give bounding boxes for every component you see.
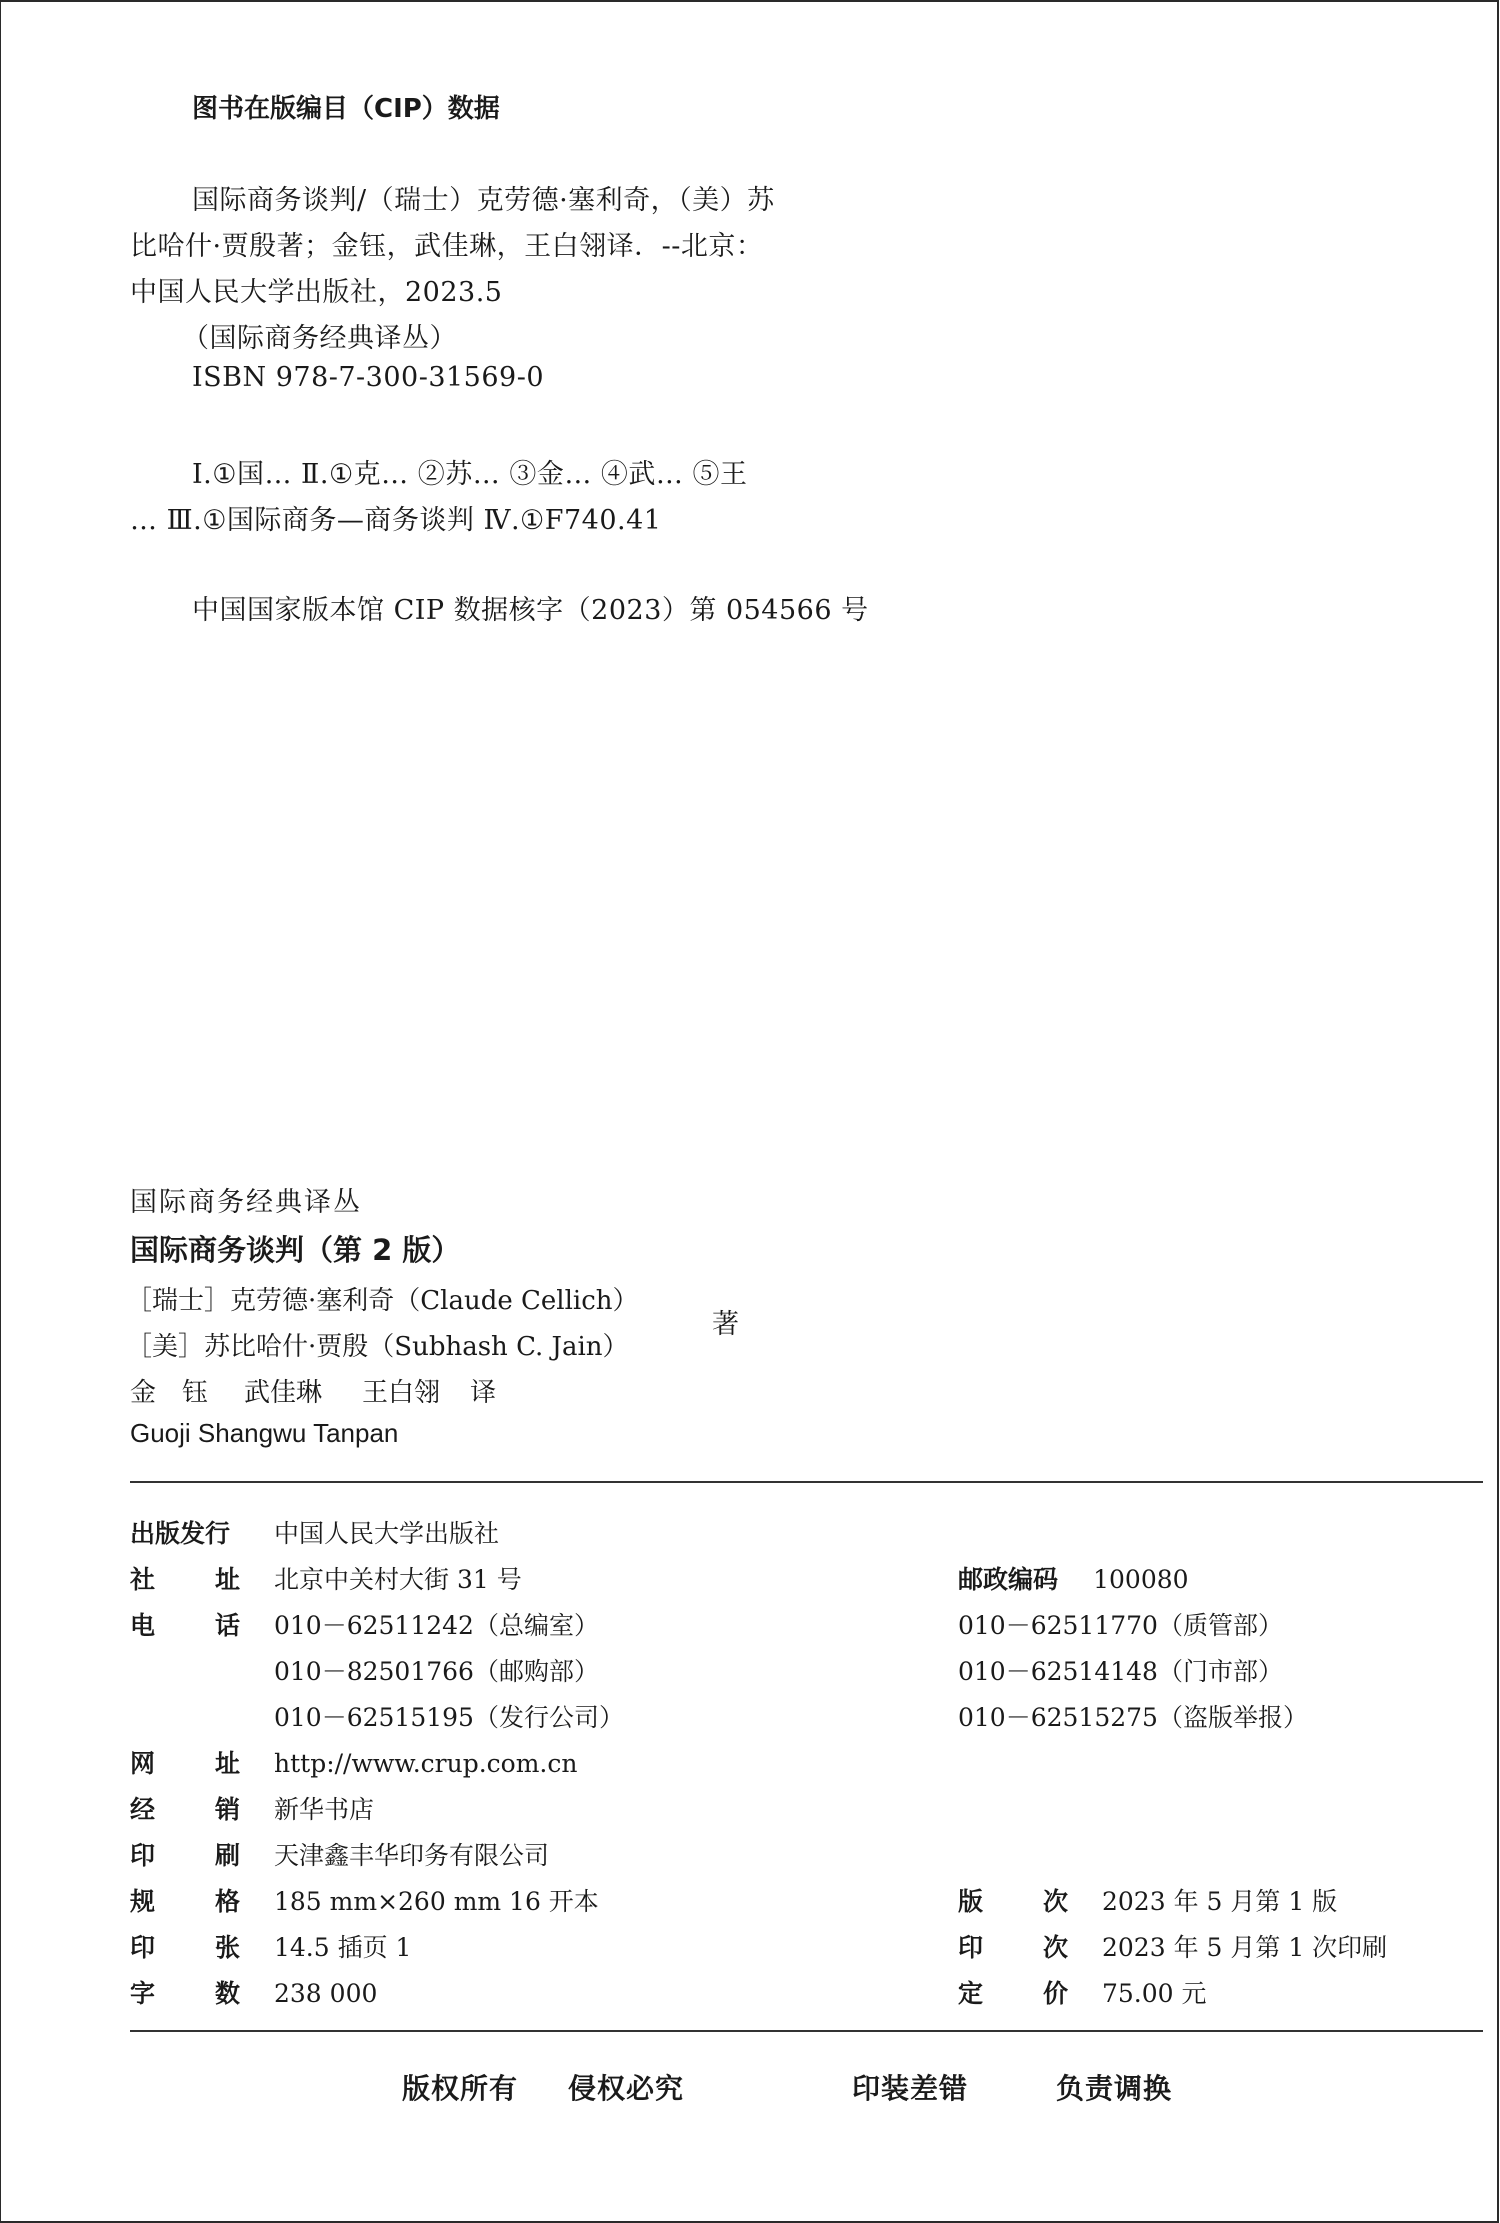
postal-code-row	[958, 1560, 1189, 1596]
publication-row	[130, 1928, 411, 1964]
label-char: 价	[1042, 1979, 1068, 2008]
cip-classification: Ⅰ.①国… Ⅱ.①克… ②苏… ③金… ④武… ⑤王	[192, 459, 748, 490]
slogan: 侵权必究	[568, 2072, 685, 2105]
translator-name: 王白翎	[362, 1378, 441, 1408]
series-name: 国际商务经典译丛	[130, 1187, 362, 1218]
translator-name: 金	[130, 1378, 157, 1408]
publication-label	[958, 1928, 1068, 1964]
publication-row	[130, 1652, 599, 1688]
publication-label	[958, 1882, 1068, 1918]
label-char: 次	[1042, 1887, 1068, 1916]
cip-heading: 图书在版编目（CIP）数据	[192, 94, 500, 124]
author-line: ［美］苏比哈什·贾殷（Subhash C. Jain）	[126, 1332, 629, 1362]
publication-row	[958, 1928, 1387, 1964]
phone-line: 010－62514148（门市部）	[958, 1657, 1283, 1686]
publication-row	[130, 1882, 599, 1918]
cip-line: 中国人民大学出版社，2023.5	[130, 277, 503, 308]
divider-top	[130, 1481, 1483, 1483]
publication-row	[958, 1882, 1337, 1918]
label-char: 电	[130, 1611, 156, 1640]
publication-value: 2023 年 5 月第 1 版	[1102, 1887, 1338, 1916]
label-char: 规	[130, 1887, 156, 1916]
label-char: 出版发行	[130, 1519, 231, 1548]
postal-code-label: 邮政编码	[958, 1565, 1059, 1594]
translator-role: 译	[470, 1378, 497, 1408]
pinyin-title: Guoji Shangwu Tanpan	[130, 1418, 399, 1448]
publication-label	[130, 1882, 240, 1918]
label-char: 定	[958, 1979, 984, 2008]
publication-label	[130, 1744, 240, 1780]
publication-label	[130, 1790, 240, 1826]
label-char: 网	[130, 1749, 156, 1778]
publication-value: 185 mm×260 mm 16 开本	[274, 1887, 599, 1916]
slogan: 印装差错	[852, 2072, 969, 2105]
publication-value: 010－62511242（总编室）	[274, 1611, 599, 1640]
label-char: 次	[1042, 1933, 1068, 1962]
label-char: 版	[958, 1887, 984, 1916]
postal-code-value: 100080	[1093, 1565, 1189, 1594]
translator-name: 武佳琳	[244, 1378, 323, 1408]
translators	[130, 1372, 522, 1409]
label-char: 社	[130, 1565, 156, 1594]
publication-label	[130, 1560, 240, 1596]
publication-value: 010－82501766（邮购部）	[274, 1657, 599, 1686]
publication-row	[130, 1606, 599, 1642]
publication-label	[130, 1606, 240, 1642]
translator-name: 钰	[182, 1378, 209, 1408]
publication-label	[130, 1836, 240, 1872]
publication-value: 北京中关村大街 31 号	[274, 1565, 522, 1594]
slogan: 版权所有	[402, 2072, 519, 2105]
publication-value: 010－62515195（发行公司）	[274, 1703, 624, 1732]
publication-label	[130, 1974, 240, 2010]
publication-value: 天津鑫丰华印务有限公司	[274, 1841, 550, 1870]
publication-row	[130, 1974, 377, 2010]
publication-label	[130, 1928, 240, 1964]
publication-row	[130, 1698, 624, 1734]
divider-bottom	[130, 2030, 1483, 2032]
label-char: 数	[214, 1979, 240, 2008]
publication-value: 14.5 插页 1	[274, 1933, 412, 1962]
label-char: 印	[130, 1841, 156, 1870]
publication-label	[958, 1974, 1068, 2010]
label-char: 印	[958, 1933, 984, 1962]
label-char: 话	[214, 1611, 240, 1640]
publication-value: 75.00 元	[1102, 1979, 1207, 2008]
cip-record-number: 中国国家版本馆 CIP 数据核字（2023）第 054566 号	[192, 595, 869, 626]
slogan: 负责调换	[1056, 2072, 1173, 2105]
publication-value[interactable]: http://www.crup.com.cn	[274, 1749, 578, 1778]
label-char: 字	[130, 1979, 156, 2008]
publication-value: 新华书店	[274, 1795, 375, 1824]
label-char: 址	[214, 1565, 240, 1594]
publication-row	[130, 1744, 577, 1780]
publication-label	[130, 1514, 240, 1550]
phone-line: 010－62511770（质管部）	[958, 1611, 1283, 1640]
cip-line: 国际商务谈判/（瑞士）克劳德·塞利奇，（美）苏	[192, 185, 775, 216]
cip-line: 比哈什·贾殷著；金钰，武佳琳，王白翎译．--北京：	[130, 231, 764, 262]
label-char: 销	[214, 1795, 240, 1824]
label-char: 张	[214, 1933, 240, 1962]
label-char: 经	[130, 1795, 156, 1824]
label-char: 格	[214, 1887, 240, 1916]
phone-line: 010－62515275（盗版举报）	[958, 1703, 1308, 1732]
cip-classification: … Ⅲ.①国际商务—商务谈判 Ⅳ.①F740.41	[130, 505, 662, 536]
publication-row	[130, 1560, 522, 1596]
label-char: 印	[130, 1933, 156, 1962]
author-line: ［瑞士］克劳德·塞利奇（Claude Cellich）	[126, 1286, 639, 1316]
book-title: 国际商务谈判（第 2 版）	[130, 1233, 461, 1267]
publication-value: 238 000	[274, 1979, 378, 2008]
publication-value: 2023 年 5 月第 1 次印刷	[1102, 1933, 1388, 1962]
publication-row	[130, 1514, 499, 1550]
publication-row	[130, 1836, 549, 1872]
label-char: 刷	[214, 1841, 240, 1870]
cip-line: （国际商务经典译丛）	[182, 323, 457, 354]
author-role: 著	[712, 1309, 739, 1340]
publication-row	[130, 1790, 374, 1826]
publication-row	[958, 1974, 1207, 2010]
cip-isbn: ISBN 978-7-300-31569-0	[192, 362, 545, 393]
publication-value: 中国人民大学出版社	[274, 1519, 500, 1548]
label-char: 址	[214, 1749, 240, 1778]
